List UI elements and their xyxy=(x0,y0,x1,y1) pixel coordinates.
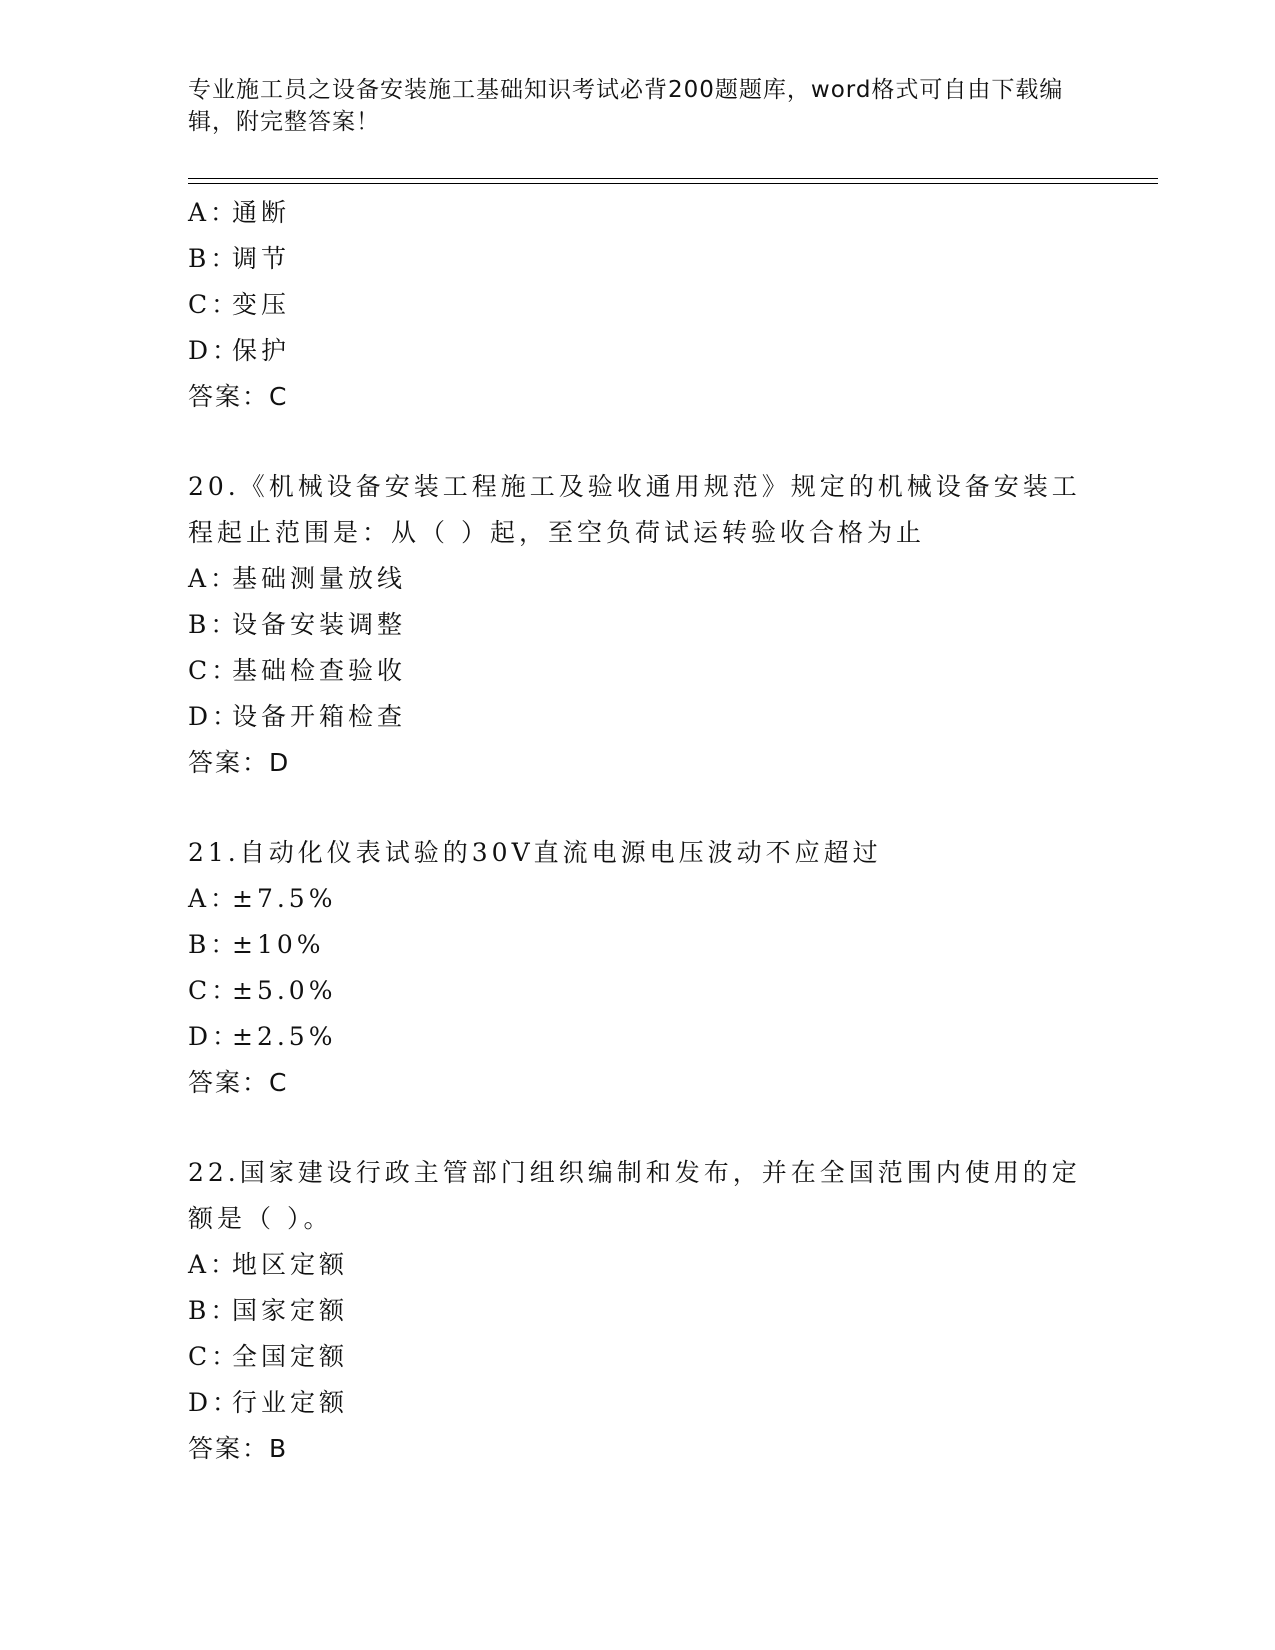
spacer xyxy=(188,420,1088,464)
option-b: B：±10% xyxy=(188,930,325,959)
option-a: A：基础测量放线 xyxy=(188,564,407,593)
option-a: A：地区定额 xyxy=(188,1250,349,1279)
question-22 xyxy=(188,1150,1088,1472)
spacer xyxy=(188,786,1088,830)
option-d: D：保护 xyxy=(188,336,291,365)
question-21 xyxy=(188,830,1088,1106)
question-list xyxy=(188,190,1088,1472)
option-b: B：调节 xyxy=(188,244,291,273)
header-divider-bottom xyxy=(188,183,1158,184)
header-divider-top xyxy=(188,178,1158,179)
document-title: 专业施工员之设备安装施工基础知识考试必背200题题库，word格式可自由下载编辑，附完整答案！ xyxy=(188,77,1064,135)
option-d: D：设备开箱检查 xyxy=(188,702,407,731)
spacer xyxy=(188,1106,1088,1150)
question-stem: 20.《机械设备安装工程施工及验收通用规范》规定的机械设备安装工程起止范围是：从（ ）起，至空负荷试运转验收合格为止 xyxy=(188,472,1081,547)
option-c: C：全国定额 xyxy=(188,1342,349,1371)
option-b: B：国家定额 xyxy=(188,1296,349,1325)
question-20 xyxy=(188,464,1088,786)
answer: 答案：C xyxy=(188,1068,289,1097)
option-b: B：设备安装调整 xyxy=(188,610,407,639)
option-a: A：±7.5% xyxy=(188,884,337,913)
answer: 答案：D xyxy=(188,748,291,777)
question-19-continued xyxy=(188,190,1088,420)
option-a: A：通断 xyxy=(188,198,291,227)
option-c: C：基础检查验收 xyxy=(188,656,407,685)
question-stem: 22.国家建设行政主管部门组织编制和发布，并在全国范围内使用的定额是（ ）。 xyxy=(188,1158,1081,1233)
question-stem: 21.自动化仪表试验的30V直流电源电压波动不应超过 xyxy=(188,838,882,867)
option-c: C：±5.0% xyxy=(188,976,337,1005)
option-d: D：行业定额 xyxy=(188,1388,349,1417)
option-c: C：变压 xyxy=(188,290,291,319)
answer: 答案：C xyxy=(188,382,289,411)
option-d: D：±2.5% xyxy=(188,1022,337,1051)
answer: 答案：B xyxy=(188,1434,289,1463)
